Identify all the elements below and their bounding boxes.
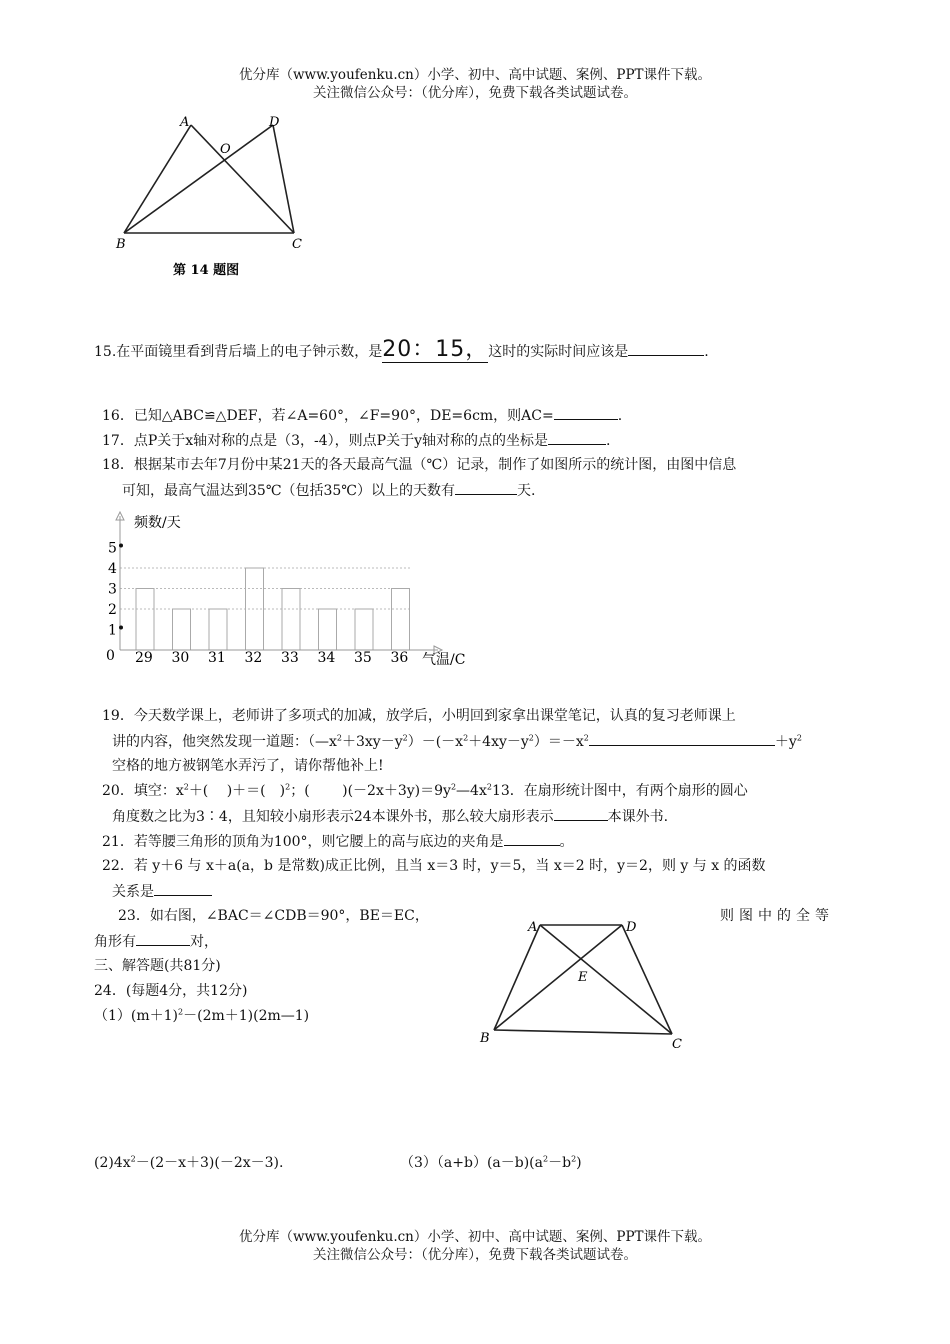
q24-p3-text: （3）（a+b）(a－b)(a xyxy=(400,1155,543,1171)
fig23-label-e: E xyxy=(578,970,588,985)
q19-sup: 2 xyxy=(583,733,589,743)
q17-answer-blank xyxy=(548,430,606,445)
fig23-label-a: A xyxy=(528,920,538,935)
chart-x-tick-label: 36 xyxy=(390,650,409,666)
chart-x-tick-label: 29 xyxy=(135,650,153,666)
q24-part-3 xyxy=(400,1153,582,1173)
chart-origin-label: 0 xyxy=(106,648,115,664)
q20-text-7: 本课外书. xyxy=(607,809,669,825)
q15-text-2: 这时的实际时间应该是 xyxy=(488,344,629,360)
chart-y-tick-label: 1 xyxy=(108,622,117,639)
chart-x-tick-label: 35 xyxy=(354,650,372,666)
chart-bar-31 xyxy=(209,609,227,650)
chart-y-tick-label: 2 xyxy=(108,602,117,618)
q16-answer-blank xyxy=(554,405,618,420)
q20-sup: 2 xyxy=(450,782,457,792)
fig23-segment-ac xyxy=(540,925,672,1034)
chart-bar-30 xyxy=(173,609,191,650)
fig14-segment-dc xyxy=(273,125,294,233)
q23-line-1a: 23．如右图，∠BAC＝∠CDB＝90°，BE＝EC， xyxy=(118,908,429,924)
q21-answer-blank xyxy=(504,831,560,846)
chart-x-tick-label: 34 xyxy=(317,650,336,666)
fig14-label-d: D xyxy=(269,115,280,130)
footer-line-1: 优分库（www.youfenku.cn）小学、初中、高中试题、案例、PPT课件下载。 xyxy=(238,1229,712,1245)
fig14-label-o: O xyxy=(220,142,231,157)
fig23-label-d: D xyxy=(626,920,637,935)
q18-answer-blank xyxy=(455,480,517,495)
q19-answer-blank xyxy=(589,731,775,746)
q24-part-2 xyxy=(94,1153,283,1173)
q19-expr-5: ）＝－x xyxy=(533,734,584,750)
q20-text-4: —4x xyxy=(456,783,487,799)
q24-p2-text: (2)4x xyxy=(94,1155,131,1171)
q20-text-1: 20．填空：x xyxy=(102,783,184,799)
fig14-caption: 第 14 题图 xyxy=(173,263,240,278)
question-21 xyxy=(102,831,574,852)
q17-text: 17．点P关于x轴对称的点是（3，-4），则点P关于y轴对称的点的坐标是 xyxy=(102,433,549,449)
q23-text-2: 对， xyxy=(190,934,218,950)
chart-gridlines xyxy=(120,568,412,609)
fig14-label-a: A xyxy=(180,115,190,130)
chart-x-tick-label: 32 xyxy=(244,650,263,666)
q20-sup: 2 xyxy=(486,782,492,792)
header-line-2: 关注微信公众号：（优分库），免费下载各类试题试卷。 xyxy=(313,85,637,101)
chart-bar-34 xyxy=(319,609,337,650)
q19-expr-6: ＋y xyxy=(774,734,797,750)
chart-x-tick-label: 31 xyxy=(208,650,226,666)
q19-sup: 2 xyxy=(528,733,534,743)
q24-sup: 2 xyxy=(178,1007,184,1017)
chart-y-tick-label: 4 xyxy=(108,561,117,577)
q24-p1-text-2: －(2m＋1)(2m—1) xyxy=(183,1008,310,1024)
q19-line-3: 空格的地方被钢笔水弄污了，请你帮他补上! xyxy=(112,758,384,774)
q24-p3-text-3: ) xyxy=(576,1155,582,1171)
chart-y-tick-dot xyxy=(119,544,123,548)
chart-x-label: 气温/C xyxy=(422,652,466,668)
figure-23 xyxy=(470,910,700,1056)
q23-answer-blank xyxy=(136,931,190,946)
q20-line-1 xyxy=(102,781,748,801)
chart-y-tick-label: 3 xyxy=(108,581,117,598)
chart-y-ticks xyxy=(108,541,123,639)
q22-text: 关系是 xyxy=(112,884,154,900)
q19-expr-2: ＋3xy－y xyxy=(342,734,403,750)
temperature-frequency-chart xyxy=(100,510,490,675)
q19-line-1: 19．今天数学课上，老师讲了多项式的加减，放学后，小明回到家拿出课堂笔记，认真的复习老师课上 xyxy=(102,708,736,724)
question-16 xyxy=(102,405,622,426)
q19-sup: 2 xyxy=(402,733,408,743)
q19-sup: 2 xyxy=(463,733,469,743)
header-line-1: 优分库（www.youfenku.cn）小学、初中、高中试题、案例、PPT课件下载。 xyxy=(238,67,712,83)
q16-text: 16．已知△ABC≌△DEF，若∠A=60°，∠F=90°，DE=6cm，则AC= xyxy=(102,408,554,424)
fig23-segment-bc xyxy=(494,1030,672,1034)
fig14-label-c: C xyxy=(292,237,302,252)
q15-end: . xyxy=(704,344,709,360)
q20-line-2 xyxy=(112,806,668,827)
q18-text: 可知，最高气温达到35℃（包括35℃）以上的天数有 xyxy=(122,483,455,499)
q24-title: 24．(每题4分，共12分) xyxy=(94,983,248,999)
q15-text: 15.在平面镜里看到背后墙上的电子钟示数，是 xyxy=(94,344,383,360)
fig14-segment-ab xyxy=(124,125,191,233)
q18-unit: 天. xyxy=(516,483,536,499)
figure-14 xyxy=(108,108,318,288)
q19-expr-3: ）－(－x xyxy=(407,734,464,750)
q24-sup: 2 xyxy=(571,1154,577,1164)
q15-clock: 20：15， xyxy=(382,337,489,362)
chart-y-label: 频数/天 xyxy=(134,515,181,531)
q24-p3-text-2: －b xyxy=(548,1155,572,1171)
q23-text: 角形有 xyxy=(94,934,136,950)
question-15 xyxy=(94,337,709,362)
q18-line-2 xyxy=(122,480,535,501)
q24-part-1 xyxy=(94,1006,309,1026)
q19-sup: 2 xyxy=(336,733,342,743)
chart-bar-29 xyxy=(136,589,154,651)
q19-expr-1: 讲的内容，他突然发现一道题：（—x xyxy=(112,734,337,750)
q17-end: . xyxy=(606,433,611,449)
q22-line-2 xyxy=(112,881,212,902)
fig14-segment-ac xyxy=(191,125,294,233)
q21-end: 。 xyxy=(559,834,574,850)
fig23-label-b: B xyxy=(480,1031,490,1046)
q24-sup: 2 xyxy=(543,1154,549,1164)
q20-text-2: ＋( )＋＝( ) xyxy=(188,783,286,799)
q20-text-5: 13．在扇形统计图中，有两个扇形的圆心 xyxy=(491,783,748,799)
fig14-label-b: B xyxy=(116,237,126,252)
section-3-title: 三、解答题(共81分) xyxy=(94,958,221,974)
q20-sup: 2 xyxy=(183,782,189,792)
q20-answer-blank xyxy=(554,806,608,821)
chart-x-ticks xyxy=(135,650,408,666)
chart-y-tick-dot xyxy=(119,626,123,630)
q19-sup: 2 xyxy=(796,733,802,743)
q21-text: 21．若等腰三角形的顶角为100°，则它腰上的高与底边的夹角是 xyxy=(102,834,504,850)
q20-text-3: ；( )(－2x＋3y)＝9y xyxy=(290,783,451,799)
q15-answer-blank xyxy=(628,341,704,356)
q22-line-1: 22．若 y＋6 与 x＋a(a，b 是常数)成正比例，且当 x＝3 时，y＝5，当 x＝2 时，y＝2，则 y 与 x 的函数 xyxy=(102,858,766,874)
q23-line-2 xyxy=(94,931,218,952)
fig23-segment-ab xyxy=(494,925,540,1030)
question-17 xyxy=(102,430,610,451)
fig14-segment-bd xyxy=(124,125,273,233)
chart-bar-33 xyxy=(282,589,300,651)
q18-line-1: 18．根据某市去年7月份中某21天的各天最高气温（℃）记录，制作了如图所示的统计图，由图中信息 xyxy=(102,457,737,473)
q22-answer-blank xyxy=(154,881,212,896)
chart-x-tick-label: 30 xyxy=(171,650,190,666)
chart-y-tick-label: 5 xyxy=(108,540,117,557)
fig23-label-c: C xyxy=(672,1037,682,1052)
q20-text-6: 角度数之比为3∶4，且知较小扇形表示24本课外书，那么较大扇形表示 xyxy=(112,809,554,825)
fig23-segment-dc xyxy=(622,925,672,1034)
q20-sup: 2 xyxy=(285,782,291,792)
chart-bar-36 xyxy=(392,589,410,651)
chart-x-tick-label: 33 xyxy=(281,650,299,666)
footer-line-2: 关注微信公众号：（优分库），免费下载各类试题试卷。 xyxy=(313,1247,637,1263)
chart-bar-35 xyxy=(355,609,373,650)
q23-line-1b: 则图中的全等 xyxy=(720,908,834,924)
q16-end: . xyxy=(617,408,623,424)
q24-sup: 2 xyxy=(130,1154,136,1164)
q24-p2-text-2: －(2－x＋3)(－2x－3). xyxy=(135,1155,284,1171)
q19-expr-4: ＋4xy－y xyxy=(468,734,529,750)
q19-line-2 xyxy=(112,731,802,752)
q24-p1-text: （1）(m＋1) xyxy=(94,1008,179,1024)
